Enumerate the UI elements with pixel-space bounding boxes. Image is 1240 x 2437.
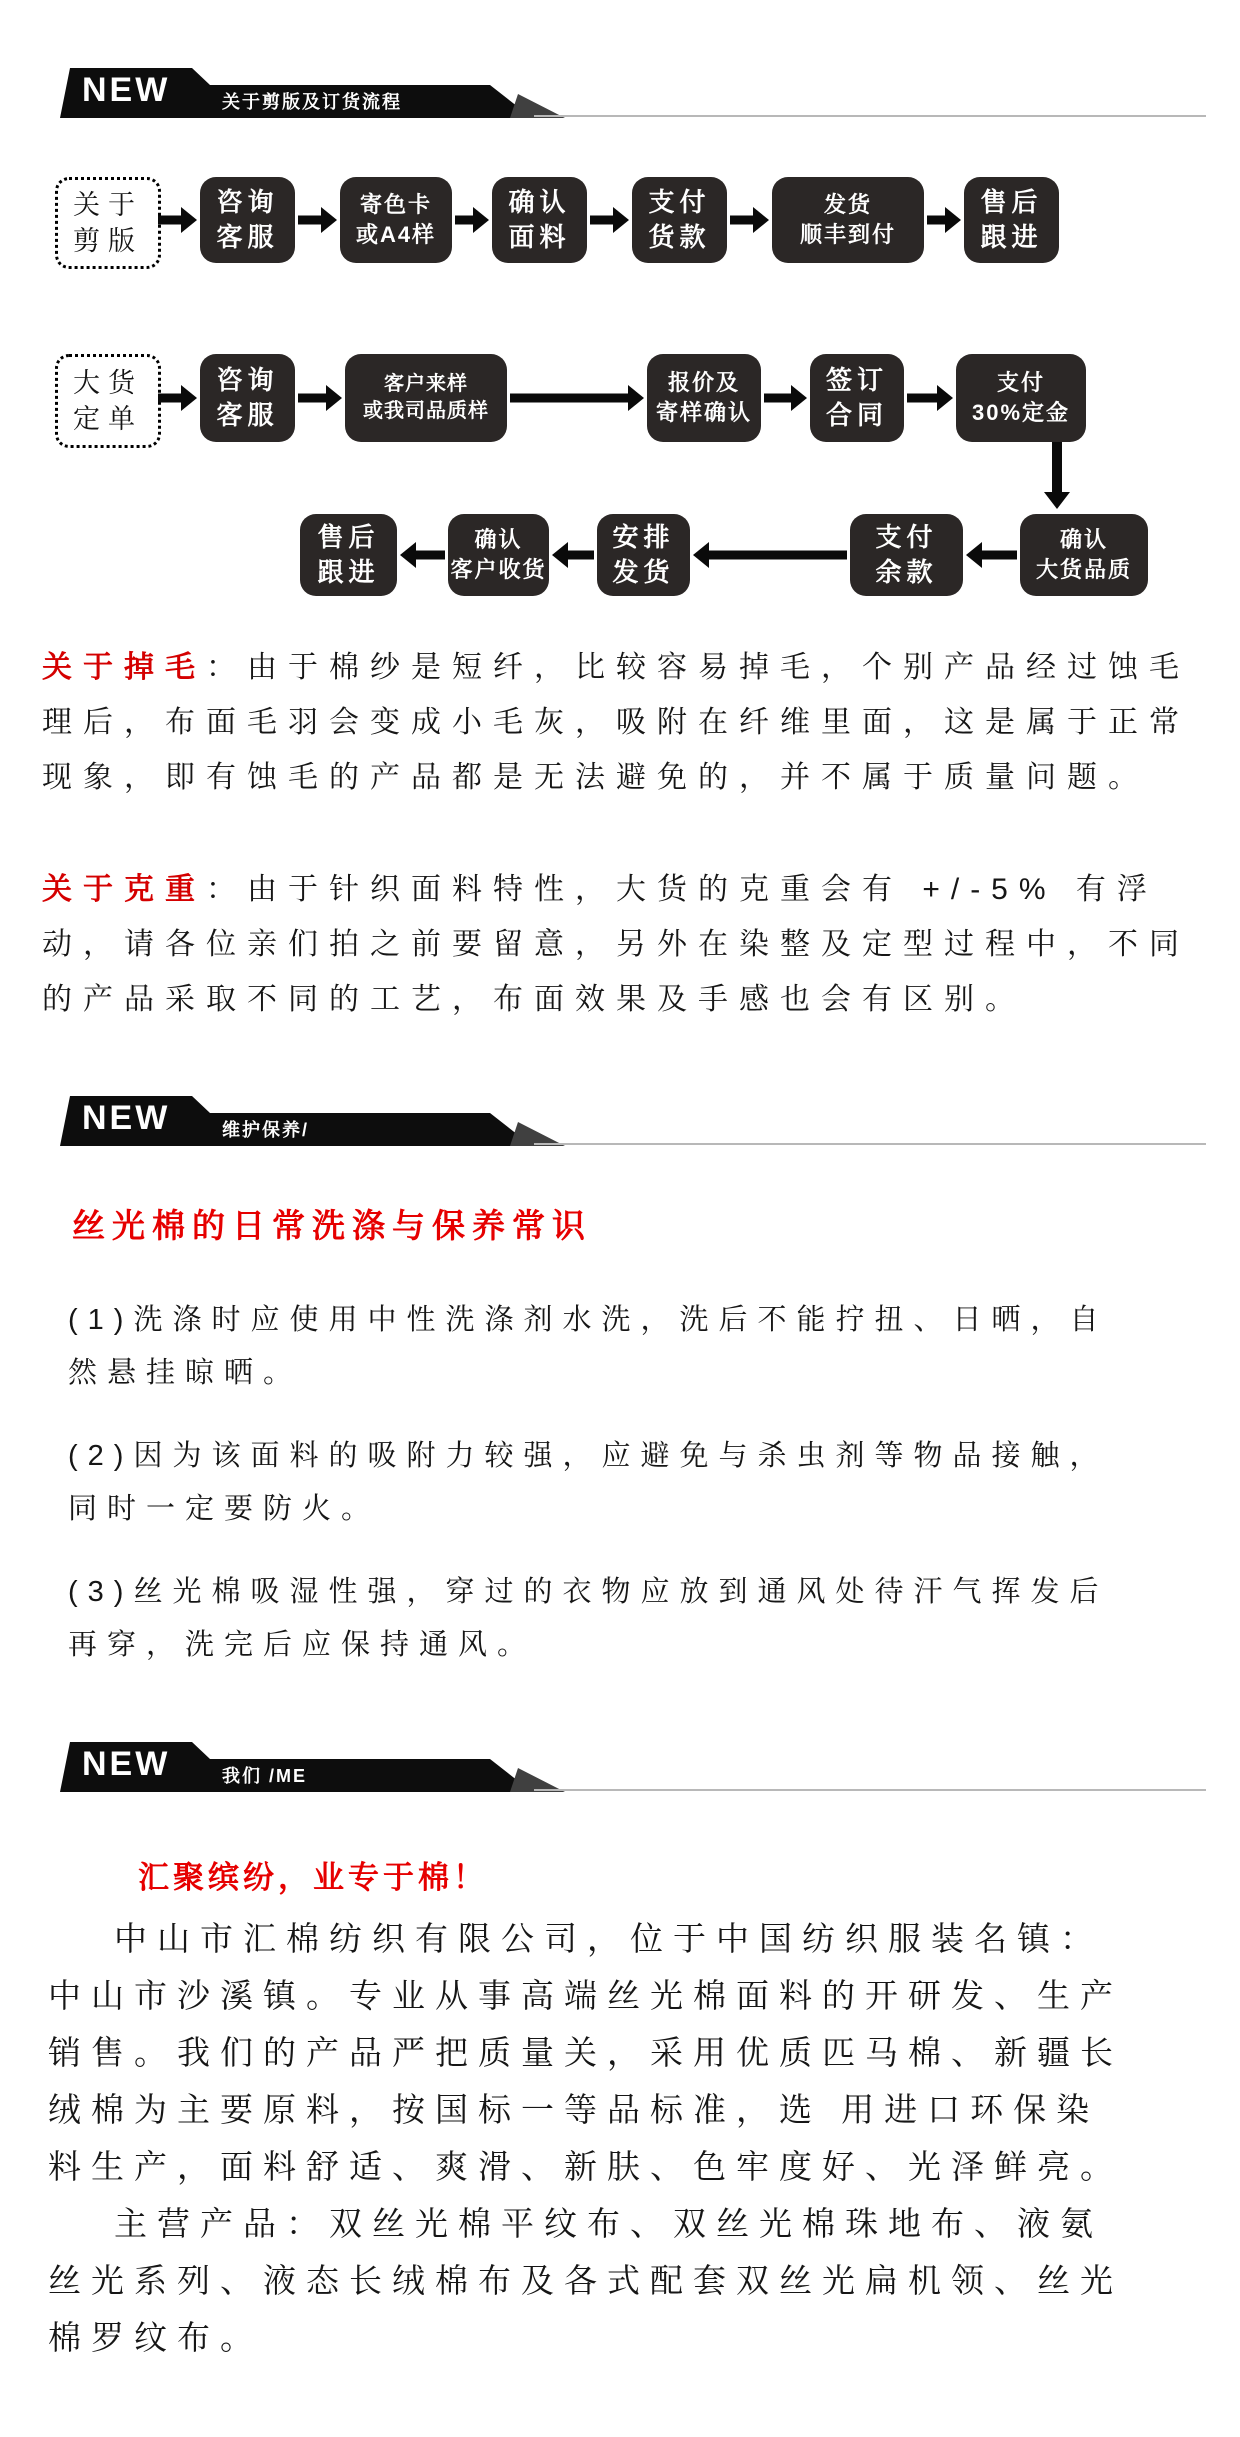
section-title-care: 维护保养/: [222, 1120, 310, 1140]
flow-box-line: 大货品质: [1035, 557, 1132, 582]
arrow-shaft: [455, 216, 475, 225]
flow-box-line: 或我司品质样: [363, 400, 489, 422]
company-paragraph-1: 中山市汇棉纺织有限公司，位于中国纺织服装名镇：中山市沙溪镇。专业从事高端丝光棉面料的开研发、生产销售。我们的产品严把质量关，采用优质匹马棉、新疆长绒棉为主要原料，按国标一等品标准，选 用进口环保染料生产，面料舒适、爽滑、新肤、色牢度好、光泽鲜亮。: [48, 1920, 1123, 2185]
arrow-shaft: [764, 394, 793, 403]
about-slogan: 汇聚缤纷，业专于棉！: [138, 1860, 488, 1895]
arrow-shaft: [927, 216, 947, 225]
arrow-right-icon: [907, 385, 953, 411]
flow-step-box: [1020, 514, 1148, 596]
care-item-3: (3)丝光棉吸湿性强，穿过的衣物应放到通风处待汗气挥发后再穿，洗完后应保持通风。: [68, 1576, 1109, 1661]
flow-box-line: 发货: [823, 192, 872, 218]
arrow-right-icon: [927, 207, 961, 233]
arrow-left-icon: [400, 542, 445, 568]
divider-line: [534, 1789, 1206, 1791]
flow-box-line: 跟进: [980, 222, 1043, 252]
divider-line: [534, 115, 1206, 117]
care-list: [68, 1294, 1113, 1702]
arrow-right-icon: [730, 207, 769, 233]
arrow-shaft: [566, 551, 594, 560]
connector-line: [1052, 442, 1062, 493]
arrow-right-icon: [158, 207, 197, 233]
flow-box-line: 剪版: [73, 226, 143, 256]
shedding-label: 关于掉毛: [42, 651, 206, 684]
flow-box-line: 支付: [996, 370, 1045, 396]
arrow-left-icon: [693, 542, 847, 568]
flow-box-line: 报价及: [667, 370, 740, 396]
divider-line: [534, 1143, 1206, 1145]
flow-box-line: 合同: [825, 400, 888, 430]
flow-box-line: 售后: [317, 521, 380, 552]
flow-step-box: [300, 514, 397, 596]
flow-box-line: 寄样确认: [655, 400, 752, 425]
arrow-left-icon: [966, 542, 1017, 568]
flow-box-line: 安排: [612, 521, 675, 552]
arrow-shaft: [158, 216, 183, 225]
flow-step-box: [956, 354, 1086, 442]
arrow-shaft: [298, 394, 328, 403]
flow-box-line: 面料: [508, 222, 571, 252]
arrow-right-icon: [298, 385, 342, 411]
flow-start-box: [55, 177, 161, 269]
care-item-2: (2)因为该面料的吸附力较强，应避免与杀虫剂等物品接触，同时一定要防火。: [68, 1440, 1109, 1525]
flow-step-box: [345, 354, 507, 442]
flow-box-line: 客户收货: [450, 557, 547, 582]
company-paragraph-2: 主营产品：双丝光棉平纹布、双丝光棉珠地布、液氨丝光系列、液态长绒棉布及各式配套双丝光扁机领、丝光棉罗纹布。: [48, 2205, 1123, 2356]
flow-box-line: 支付: [875, 521, 938, 552]
shedding-text: ：由于棉纱是短纤，比较容易掉毛，个别产品经过蚀毛理后，布面毛羽会变成小毛灰，吸附在纤维里面，这是属于正常现象，即有蚀毛的产品都是无法避免的，并不属于质量问题。: [42, 651, 1190, 794]
arrow-shaft: [298, 216, 323, 225]
flow-box-line: 寄色卡: [359, 192, 432, 218]
section-title-ordering: 关于剪版及订货流程: [222, 92, 402, 112]
flow-box-line: 或A4样: [355, 222, 437, 247]
flow-box-line: 签订: [825, 364, 888, 395]
flow-step-box: [492, 177, 587, 263]
arrow-right-icon: [158, 385, 197, 411]
flow-box-line: 客服: [216, 222, 279, 252]
flow-step-box: [632, 177, 727, 263]
arrow-shaft: [414, 551, 445, 560]
arrow-right-icon: [764, 385, 807, 411]
flow-step-box: [448, 514, 549, 596]
company-description: [48, 1910, 1133, 2366]
flow-start-box: [55, 354, 161, 448]
arrow-right-icon: [590, 207, 629, 233]
care-heading: 丝光棉的日常洗涤与保养常识: [72, 1207, 592, 1244]
flow-box-line: 客服: [216, 400, 279, 430]
arrow-shaft: [980, 551, 1017, 560]
flow-box-line: 咨询: [216, 186, 279, 217]
flow-box-line: 30%定金: [971, 400, 1071, 425]
flow-step-box: [810, 354, 904, 442]
flow-box-line: 顺丰到付: [799, 222, 896, 247]
flow-box-line: 发货: [612, 557, 675, 587]
flow-box-line: 大货: [73, 367, 143, 398]
flow-box-line: 余款: [875, 557, 938, 587]
arrow-shaft: [590, 216, 615, 225]
weight-text: ：由于针织面料特性，大货的克重会有 +/-5% 有浮动，请各位亲们拍之前要留意，另外在染整及定型过程中，不同的产品采取不同的工艺，布面效果及手感也会有区别。: [42, 873, 1190, 1016]
flow-box-line: 咨询: [216, 364, 279, 395]
flow-box-line: 确认: [1059, 527, 1108, 553]
weight-label: 关于克重: [42, 873, 206, 906]
new-badge: NEW: [82, 1099, 171, 1137]
arrow-shaft: [158, 394, 183, 403]
flow-box-line: 跟进: [317, 557, 380, 587]
arrow-shaft: [707, 551, 847, 560]
flow-step-box: [200, 177, 295, 263]
flow-step-box: [340, 177, 452, 263]
flow-box-line: 确认: [474, 527, 523, 553]
flow-box-line: 支付: [648, 186, 711, 217]
arrow-shaft: [510, 394, 630, 403]
flow-box-line: 关于: [73, 189, 143, 220]
new-badge: NEW: [82, 1745, 171, 1783]
flow-box-line: 确认: [508, 186, 571, 217]
flow-box-line: 售后: [980, 186, 1043, 217]
flow-step-box: [597, 514, 690, 596]
flow-box-line: 定单: [73, 404, 143, 434]
new-badge: NEW: [82, 71, 171, 109]
arrow-right-icon: [510, 385, 644, 411]
shedding-paragraph: [42, 640, 1207, 805]
weight-paragraph: [42, 862, 1207, 1027]
section-banner-care: [60, 1096, 1220, 1162]
arrow-right-icon: [455, 207, 489, 233]
flow-step-box: [850, 514, 963, 596]
section-banner-ordering: [60, 68, 1220, 134]
flow-step-box: [964, 177, 1059, 263]
arrow-shaft: [730, 216, 755, 225]
flow-box-line: 客户来样: [384, 373, 468, 395]
flow-box-line: 货款: [648, 222, 711, 252]
section-title-about: 我们 /ME: [222, 1766, 308, 1786]
arrow-shaft: [907, 394, 939, 403]
arrow-down-icon: [1044, 492, 1070, 509]
flow-step-box: [772, 177, 924, 263]
arrow-right-icon: [298, 207, 337, 233]
flow-step-box: [200, 354, 295, 442]
flow-step-box: [647, 354, 761, 442]
care-item-1: (1)洗涤时应使用中性洗涤剂水洗，洗后不能拧扭、日晒，自然悬挂晾晒。: [68, 1304, 1109, 1389]
section-banner-about: [60, 1742, 1220, 1808]
arrow-left-icon: [552, 542, 594, 568]
